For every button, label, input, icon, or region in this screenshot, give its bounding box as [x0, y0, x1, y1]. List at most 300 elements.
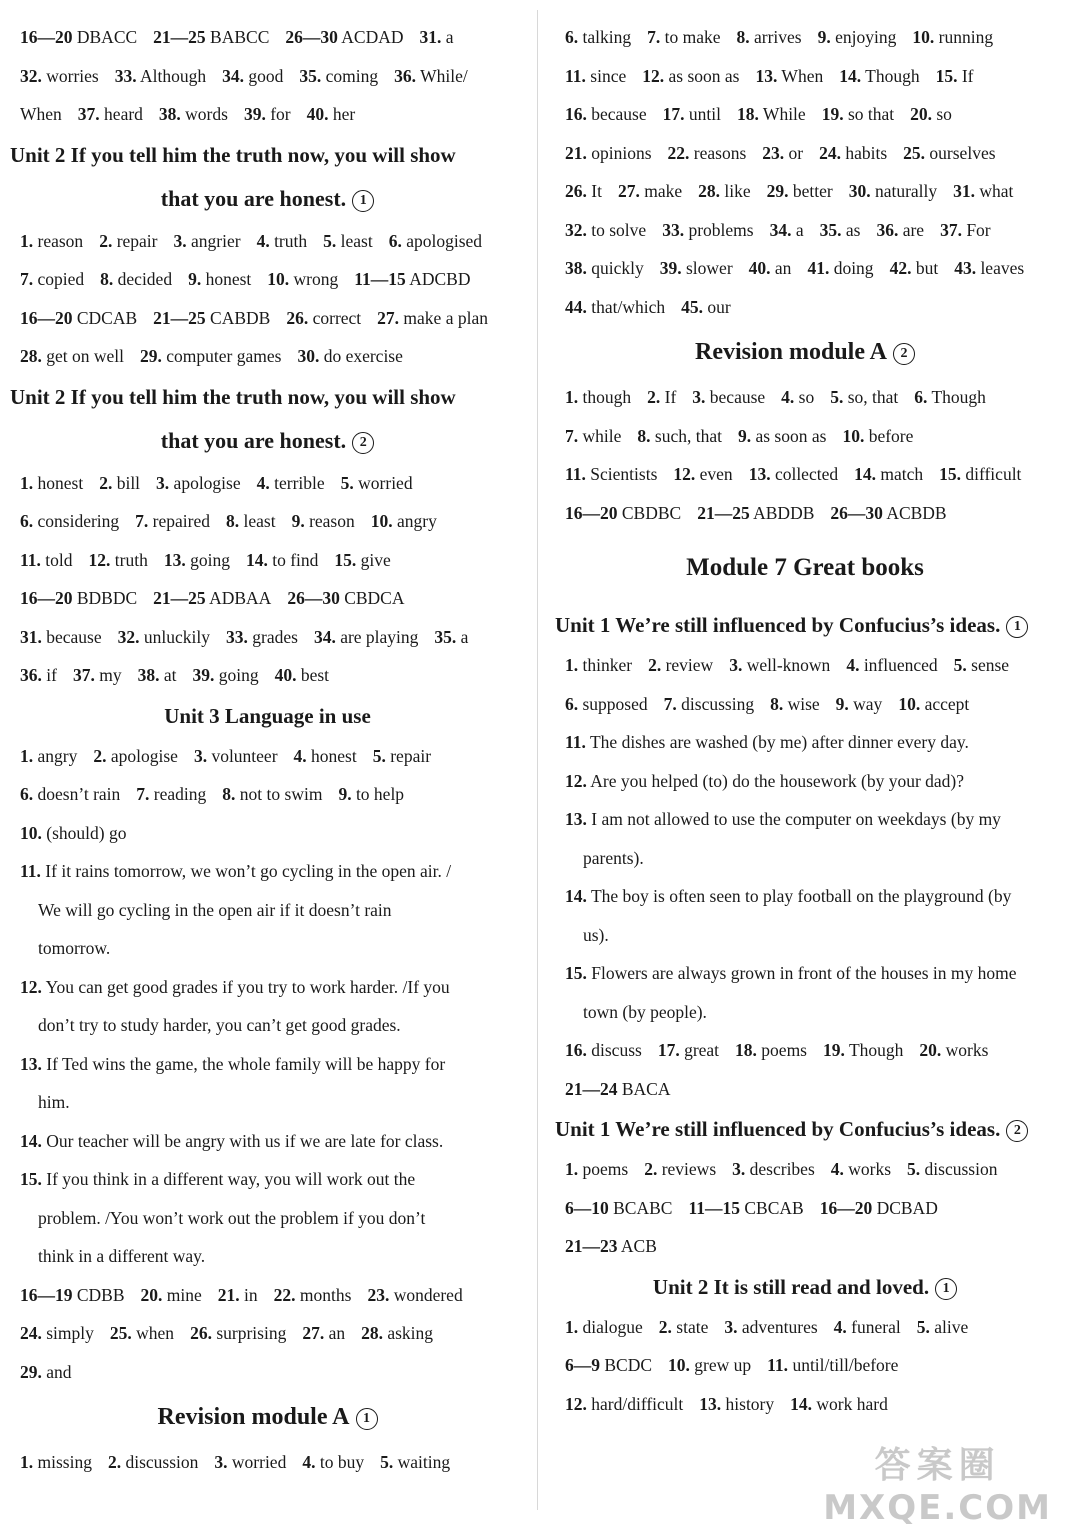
answer-item [20, 1323, 94, 1343]
answer-item [565, 220, 646, 240]
answer-text: mine [166, 1284, 202, 1305]
answer-text: opinions [591, 142, 652, 163]
answer-text: best [300, 665, 330, 685]
answer-item [781, 387, 814, 407]
answer-item [565, 104, 647, 124]
answer-item [749, 464, 838, 484]
answer-text: decided [117, 269, 173, 289]
answer-item [737, 27, 802, 47]
answer-text: to make [664, 27, 721, 47]
answer-number: 16. [565, 104, 587, 124]
answer-line [555, 1346, 1055, 1385]
section-number-circle: 1 [1006, 616, 1028, 638]
answer-text: as [845, 219, 861, 240]
answer-line [555, 57, 1055, 96]
answer-text: We will go cycling in the open air if it doesn’t rain [38, 899, 392, 920]
answer-item [565, 181, 602, 201]
answer-text: until [688, 104, 721, 124]
answer-line [555, 1150, 1055, 1189]
answer-text: wondered [393, 1284, 463, 1305]
answer-item [876, 220, 924, 240]
answer-number: 40. [274, 665, 297, 685]
heading-text: that you are honest. [160, 427, 347, 453]
answer-item [20, 823, 126, 843]
answer-text: reading [153, 784, 207, 804]
unit-heading [10, 376, 525, 418]
answer-number: 35. [299, 65, 322, 86]
answer-item [141, 1285, 202, 1305]
answer-text: discussion [924, 1159, 998, 1179]
answer-item [389, 231, 482, 251]
answer-number: 1. [20, 1452, 34, 1472]
answer-number: 43. [954, 258, 977, 278]
answer-number: 29. [140, 346, 162, 366]
answer-number: 24. [20, 1323, 42, 1343]
answer-text: poems [761, 1040, 807, 1060]
answer-text: running [938, 27, 994, 47]
answer-number: 10. [267, 269, 290, 289]
answer-number: 18. [736, 104, 759, 124]
answer-item [770, 694, 820, 714]
answer-text: don’t try to study harder, you can’t get good grades. [38, 1015, 401, 1035]
answer-item [822, 104, 894, 124]
answer-item [371, 511, 437, 531]
answer-item [302, 1452, 364, 1472]
answer-text: copied [37, 269, 85, 289]
answer-number: 4. [781, 387, 795, 407]
answer-text: reviews [661, 1159, 717, 1179]
answer-number: 13. [163, 549, 186, 570]
answer-item [919, 1040, 988, 1060]
answer-number: 13. [699, 1393, 722, 1414]
answer-text: worries [46, 65, 99, 86]
answer-line [10, 1314, 525, 1353]
answer-line [10, 337, 525, 376]
answer-text: collected [774, 464, 839, 484]
answer-line [555, 1385, 1055, 1424]
answer-item [156, 473, 241, 493]
answer-item [565, 1159, 628, 1179]
answer-number: 8. [225, 511, 240, 531]
answer-text: For [966, 219, 991, 240]
answer-number: 10. [842, 425, 865, 446]
answer-item [939, 464, 1021, 484]
answer-text: wise [787, 693, 820, 714]
answer-text: as soon as [755, 425, 827, 446]
answer-number: 19. [823, 1040, 845, 1060]
answer-number: 36. [20, 665, 42, 685]
heading-text: Revision module A [157, 1404, 350, 1430]
answer-text: habits [845, 142, 888, 163]
answer-number: 2. [107, 1452, 122, 1472]
answer-item [20, 511, 119, 531]
answer-number: 8. [736, 27, 750, 47]
answer-item [218, 1285, 258, 1305]
answer-item [749, 258, 792, 278]
answer-text: ACBDB [886, 502, 947, 523]
answer-number: 3. [193, 745, 208, 766]
answer-number: 21—25 [697, 502, 750, 523]
answer-text: worried [231, 1452, 287, 1472]
answer-number: 23. [762, 142, 785, 163]
unit-title: Unit 2 If you tell him the truth now, you will show [10, 142, 456, 167]
answer-paragraph-line [10, 1160, 525, 1199]
answer-text: so, that [847, 387, 899, 407]
answer-number: 2. [648, 655, 662, 675]
answer-number: 1. [565, 655, 579, 675]
answer-text: alive [934, 1316, 969, 1337]
answer-item [140, 346, 281, 366]
answer-text: such, that [654, 425, 722, 446]
answer-text: but [915, 258, 939, 278]
answer-item [174, 231, 241, 251]
answer-line [10, 737, 525, 776]
answer-number: 11. [20, 549, 41, 570]
answer-number: 3. [724, 1316, 738, 1337]
answer-text: for [270, 104, 291, 124]
answer-item [648, 655, 713, 675]
answer-text: CABDB [210, 307, 271, 328]
answer-item [565, 426, 621, 446]
answer-text: a [445, 27, 454, 47]
answer-item [565, 1317, 643, 1337]
answer-text: Scientists [590, 464, 658, 484]
answer-line [10, 618, 525, 657]
answer-paragraph-line [555, 800, 1055, 839]
answer-number: 31. [953, 181, 976, 201]
answer-item [830, 503, 946, 523]
answer-number: 1. [565, 387, 579, 407]
answer-number: 21—24 [565, 1078, 618, 1099]
answer-item [20, 550, 73, 570]
answer-item [565, 143, 652, 163]
section-number-circle: 2 [352, 432, 374, 454]
answer-number: 16—20 [565, 502, 618, 523]
answer-number: 4. [293, 745, 307, 766]
answer-paragraph-line [10, 1199, 525, 1238]
answer-text: as soon as [668, 65, 740, 86]
heading-text: Revision module A [694, 339, 888, 365]
column-divider [537, 10, 538, 1510]
answer-number: 14. [245, 549, 268, 570]
answer-item [910, 104, 952, 124]
answer-item [93, 746, 178, 766]
answer-item [135, 511, 210, 531]
answer-text: well-known [746, 655, 831, 675]
answer-item [565, 258, 644, 278]
answer-text: Are you helped (to) do the housework (by your dad)? [590, 770, 965, 791]
answer-item [394, 66, 468, 86]
section-number-circle: 1 [935, 1278, 957, 1300]
watermark [823, 1437, 1052, 1528]
answer-item [110, 1323, 174, 1343]
answer-item [565, 1040, 642, 1060]
answer-item [692, 387, 765, 407]
answer-number: 44. [565, 296, 587, 317]
answer-number: 12. [565, 770, 587, 791]
answer-line [555, 95, 1055, 134]
answer-item [194, 746, 278, 766]
answer-text: thinker [582, 655, 633, 675]
answer-text: get on well [46, 346, 125, 366]
answer-text: accept [924, 693, 970, 714]
answer-item [681, 297, 731, 317]
answer-number: 26. [190, 1323, 212, 1343]
section-number-circle: 2 [893, 343, 915, 365]
answer-text: ourselves [929, 142, 996, 163]
answer-item [903, 143, 995, 163]
answer-text: problems [688, 219, 754, 240]
answer-text: apologise [110, 745, 178, 766]
answer-item [565, 1079, 671, 1099]
answer-number: 3. [692, 387, 706, 407]
answer-text: angrier [191, 230, 241, 251]
answer-item [842, 426, 913, 446]
answer-item [192, 665, 258, 685]
answer-text: an [774, 258, 792, 278]
answer-paragraph-line [555, 993, 1055, 1032]
answer-number: 20. [140, 1284, 163, 1305]
answer-text: grades [252, 626, 298, 647]
answer-line [555, 249, 1055, 288]
answer-text: so that [847, 104, 895, 124]
answer-number: 16—20 [20, 307, 73, 328]
answer-text: wrong [293, 269, 339, 289]
answer-item [732, 1159, 815, 1179]
answer-number: 33. [662, 219, 685, 240]
answer-number: 28. [20, 346, 42, 366]
answer-text: works [945, 1040, 989, 1060]
answer-text: heard [104, 104, 143, 124]
answer-number: 6. [20, 511, 34, 531]
answer-item [20, 627, 102, 647]
answer-item [644, 1159, 716, 1179]
answer-number: 4. [256, 472, 270, 493]
answer-text: It [591, 181, 602, 201]
answer-text: to solve [591, 219, 647, 240]
answer-paragraph-line [555, 954, 1055, 993]
answer-text: what [979, 181, 1014, 201]
answer-paragraph-line [10, 1122, 525, 1161]
answer-item [302, 1323, 345, 1343]
answer-number: 9. [835, 693, 849, 714]
answer-paragraph-line [10, 891, 525, 930]
answer-text: in [244, 1284, 258, 1305]
answer-line [555, 646, 1055, 685]
answer-number: 12. [20, 976, 42, 997]
answer-text: The boy is often seen to play football on the playground (by [590, 886, 1012, 906]
answer-number: 15. [935, 65, 958, 86]
answer-line [10, 299, 525, 338]
answer-number: 10. [912, 27, 935, 47]
answer-item [724, 1317, 817, 1337]
answer-text: The dishes are washed (by me) after dinner every day. [589, 732, 969, 752]
answer-text: CBDBC [621, 502, 682, 523]
answer-item [275, 665, 329, 685]
answer-number: 8. [637, 425, 651, 446]
answer-item [834, 1317, 901, 1337]
answer-text: truth [114, 549, 148, 570]
answer-text: told [45, 549, 73, 570]
answer-text: reason [309, 511, 355, 531]
answer-text: history [725, 1393, 775, 1414]
answer-number: 32. [20, 65, 42, 86]
answer-text: missing [37, 1452, 92, 1472]
answer-number: 11—15 [354, 269, 406, 289]
answer-text: good [248, 65, 284, 86]
answer-text: when [136, 1323, 175, 1343]
answer-text: (should) go [46, 822, 127, 843]
answer-number: 5. [830, 387, 844, 407]
answer-item [338, 784, 404, 804]
answer-item [20, 1362, 72, 1382]
answer-number: 2. [658, 1316, 672, 1337]
answer-item [108, 1452, 198, 1472]
answer-item [735, 1040, 807, 1060]
answer-paragraph-line [10, 968, 525, 1007]
answer-number: 10. [20, 822, 42, 843]
answer-number: 38. [565, 258, 587, 278]
answer-item [830, 387, 898, 407]
answer-text: repair [116, 230, 158, 251]
answer-item [907, 1159, 997, 1179]
answer-text: to help [355, 784, 405, 804]
answer-text: ACDAD [341, 27, 404, 47]
answer-item [118, 627, 210, 647]
answer-item [936, 66, 974, 86]
answer-number: 5. [907, 1159, 921, 1179]
answer-number: 34. [313, 626, 336, 647]
answer-number: 6. [565, 27, 579, 47]
answer-text: dialogue [582, 1316, 643, 1337]
answer-item [164, 550, 230, 570]
answer-item [618, 181, 682, 201]
answer-text: because [709, 387, 766, 407]
answer-number: 11. [767, 1355, 789, 1375]
answer-item [115, 66, 206, 86]
answer-item [660, 258, 733, 278]
answer-item [565, 1198, 672, 1218]
answer-paragraph-line [10, 1083, 525, 1122]
answer-number: 10. [898, 693, 921, 714]
answer-line [10, 814, 525, 853]
answer-text: angry [397, 511, 437, 531]
answer-item [20, 1285, 125, 1305]
answer-item [153, 308, 270, 328]
answer-item [226, 627, 298, 647]
answer-item [565, 694, 648, 714]
answer-line [10, 57, 525, 96]
answer-item [565, 464, 657, 484]
answer-number: 21—25 [153, 588, 206, 608]
answer-text: or [788, 142, 804, 163]
answer-text: way [853, 693, 883, 714]
answer-text: sense [971, 655, 1010, 675]
answer-paragraph-line [555, 839, 1055, 878]
answer-item [854, 464, 923, 484]
revision-heading [10, 1391, 525, 1443]
answer-item [20, 27, 137, 47]
answer-item [953, 181, 1013, 201]
answer-number: 7. [565, 425, 579, 446]
answer-number: 11. [565, 65, 586, 86]
answer-item [214, 1452, 286, 1472]
answer-item [658, 1040, 719, 1060]
answer-line [555, 1189, 1055, 1228]
answer-paragraph-line [555, 916, 1055, 955]
answer-number: 12. [642, 65, 665, 86]
answer-item [565, 387, 631, 407]
answer-line [555, 1031, 1055, 1070]
answer-number: 33. [226, 626, 248, 647]
answer-number: 4. [846, 655, 860, 675]
answer-number: 20. [910, 104, 932, 124]
answer-line [10, 18, 525, 57]
answer-item [890, 258, 939, 278]
answer-number: 10. [370, 511, 393, 531]
answer-item [839, 66, 919, 86]
answer-text: leaves [980, 258, 1025, 278]
answer-line [10, 260, 525, 299]
answer-text: him. [38, 1092, 70, 1112]
answer-number: 21. [565, 142, 587, 163]
answer-number: 21—23 [565, 1236, 618, 1256]
answer-number: 9. [188, 269, 202, 289]
answer-text: volunteer [211, 745, 278, 766]
answer-text: poems [582, 1159, 629, 1179]
answer-number: 2. [647, 387, 661, 407]
watermark-logo: 答案圈 [874, 1445, 1001, 1486]
answer-number: 40. [306, 104, 329, 124]
answer-item [287, 588, 404, 608]
answer-line [555, 455, 1055, 494]
answer-number: 16—20 [20, 27, 73, 47]
answer-number: 14. [839, 65, 862, 86]
answer-item [20, 746, 77, 766]
answer-number: 27. [617, 181, 640, 201]
answer-number: 39. [659, 258, 682, 278]
answer-number: 8. [770, 693, 784, 714]
answer-number: 16—19 [20, 1284, 73, 1305]
answer-number: 4. [256, 230, 270, 251]
answer-text: reason [37, 230, 84, 251]
answer-text: even [699, 464, 733, 484]
answer-text: going [190, 549, 230, 570]
answer-text: until/till/before [792, 1355, 899, 1375]
answer-text: our [707, 296, 731, 317]
answer-number: 39. [243, 104, 266, 124]
answer-text: my [99, 665, 122, 685]
answer-number: 5. [372, 745, 386, 766]
answer-text: and [46, 1361, 72, 1382]
answer-number: 11. [20, 861, 41, 881]
answer-text: make [644, 181, 683, 201]
answer-line [10, 541, 525, 580]
answer-text: While/ [420, 65, 468, 86]
answer-text: BDBDC [76, 588, 138, 608]
answer-text: truth [274, 230, 308, 251]
answer-text: bill [116, 472, 141, 493]
answer-text: review [665, 655, 714, 675]
answer-item [668, 143, 747, 163]
answer-item [20, 1452, 92, 1472]
unit-title: Unit 2 It is still read and loved. [652, 1274, 930, 1299]
answer-text: at [163, 665, 177, 685]
answer-item [846, 655, 937, 675]
section-number-circle: 1 [352, 190, 374, 212]
answer-item [222, 66, 283, 86]
answer-number: 37. [72, 665, 95, 685]
